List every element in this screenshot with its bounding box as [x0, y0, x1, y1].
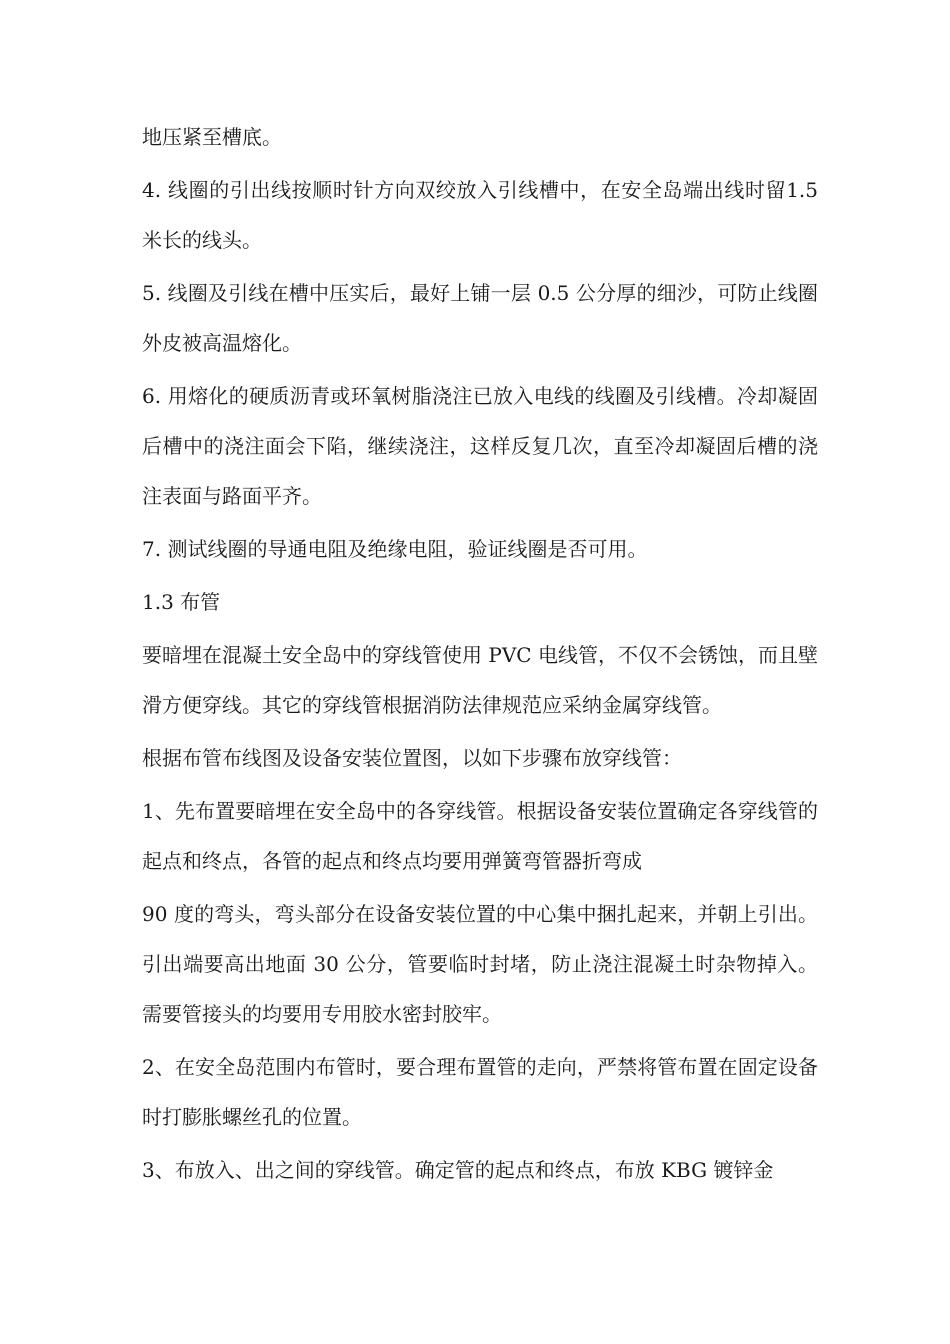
paragraph-item-3: 3、布放入、出之间的穿线管。确定管的起点和终点，布放 KBG 镀锌金 — [142, 1158, 774, 1182]
paragraph-item-1: 1、先布置要暗埋在安全岛中的各穿线管。根据设备安装位置确定各穿线管的起点和终点，各管的起点和终点均要用弹簧弯管器折弯成 — [142, 799, 818, 873]
document-page — [142, 112, 818, 1198]
section-heading: 1.3 布管 — [142, 590, 221, 614]
paragraph-continuation: 地压紧至槽底。 — [142, 125, 282, 149]
paragraph-step-5: 5. 线圈及引线在槽中压实后，最好上铺一层 0.5 公分厚的细沙，可防止线圈外皮被高温熔化。 — [142, 281, 818, 355]
paragraph-item-1-continued: 90 度的弯头，弯头部分在设备安装位置的中心集中捆扎起来，并朝上引出。引出端要高出地面 30 公分，管要临时封堵，防止浇注混凝土时杂物掉入。需要管接头的均要用专用胶水密封胶牢。 — [142, 902, 818, 1026]
paragraph-intro: 要暗埋在混凝土安全岛中的穿线管使用 PVC 电线管，不仅不会锈蚀，而且壁滑方便穿线。其它的穿线管根据消防法律规范应采纳金属穿线管。 — [142, 643, 818, 717]
paragraph-step-4: 4. 线圈的引出线按顺时针方向双绞放入引线槽中，在安全岛端出线时留1.5 米长的线头。 — [142, 178, 818, 252]
paragraph-item-2: 2、在安全岛范围内布管时，要合理布置管的走向，严禁将管布置在固定设备时打膨胀螺丝孔的位置。 — [142, 1055, 818, 1129]
paragraph-procedure-lead: 根据布管布线图及设备安装位置图，以如下步骤布放穿线管： — [142, 746, 682, 770]
paragraph-step-7: 7. 测试线圈的导通电阻及绝缘电阻，验证线圈是否可用。 — [142, 537, 648, 561]
paragraph-step-6: 6. 用熔化的硬质沥青或环氧树脂浇注已放入电线的线圈及引线槽。冷却凝固后槽中的浇注面会下陷，继续浇注，这样反复几次，直至冷却凝固后槽的浇注表面与路面平齐。 — [142, 384, 818, 508]
